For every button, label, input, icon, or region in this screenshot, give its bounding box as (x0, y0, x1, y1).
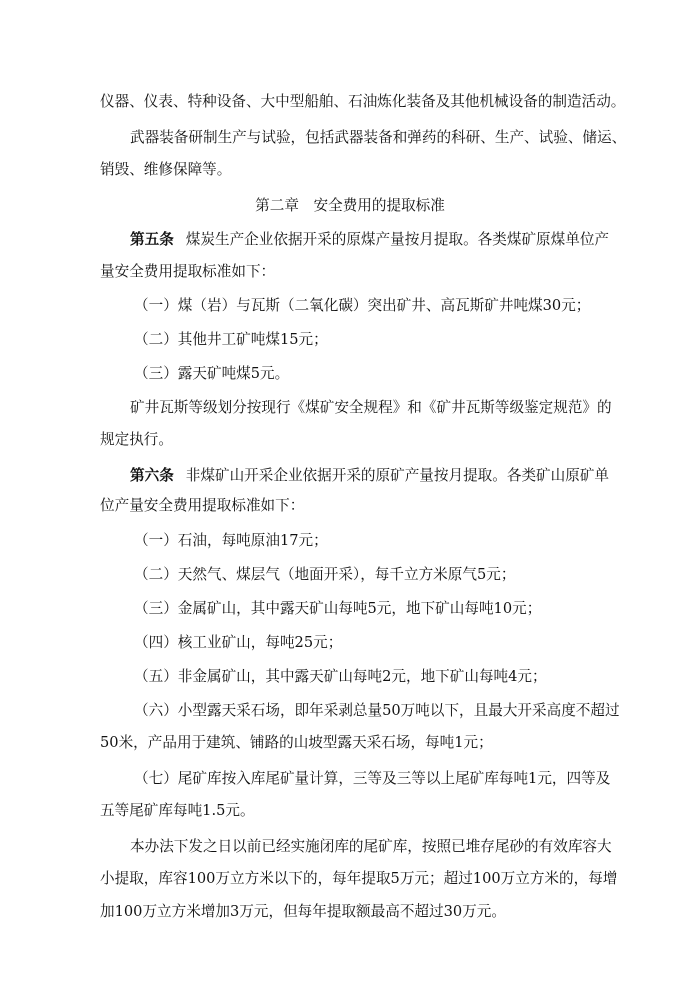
article-number: 第五条 (130, 231, 174, 248)
list-item: （三）金属矿山，其中露天矿山每吨5元，地下矿山每吨10元； (134, 600, 542, 617)
paragraph-line: 50米，产品用于建筑、铺路的山坡型露天采石场，每吨1元； (100, 734, 493, 751)
article-text: 煤炭生产企业依据开采的原煤产量按月提取。各类煤矿原煤单位产 (185, 231, 610, 248)
article-first-line (130, 230, 609, 250)
paragraph-line: 位产量安全费用提取标准如下： (100, 497, 305, 514)
chapter-title: 第二章 安全费用的提取标准 (255, 197, 445, 214)
paragraph-line: 加100万立方米增加3万元，但每年提取额最高不超过30万元。 (100, 903, 506, 920)
list-item: （三）露天矿吨煤5元。 (134, 365, 290, 382)
list-item: （二）其他井工矿吨煤15元； (134, 331, 328, 348)
paragraph-line: 销毁、维修保障等。 (100, 161, 232, 178)
list-item: （七）尾矿库按入库尾矿量计算，三等及三等以上尾矿库每吨1元，四等及 (134, 770, 611, 787)
paragraph-line: 本办法下发之日以前已经实施闭库的尾矿库，按照已堆存尾砂的有效库容大 (130, 838, 612, 855)
paragraph-line: 矿井瓦斯等级划分按现行《煤矿安全规程》和《矿井瓦斯等级鉴定规范》的 (130, 399, 612, 416)
paragraph-line: 量安全费用提取标准如下： (100, 263, 276, 280)
list-item: （五）非金属矿山，其中露天矿山每吨2元，地下矿山每吨4元； (134, 668, 547, 685)
paragraph-line: 小提取，库容100万立方米以下的，每年提取5万元；超过100万立方米的，每增 (100, 870, 618, 887)
list-item: （一）石油，每吨原油17元； (134, 532, 328, 549)
list-item: （一）煤（岩）与瓦斯（二氧化碳）突出矿井、高瓦斯矿井吨煤30元； (134, 297, 591, 314)
paragraph-line: 规定执行。 (100, 431, 173, 448)
paragraph-line: 五等尾矿库每吨1.5元。 (100, 802, 255, 819)
article-number: 第六条 (130, 467, 174, 484)
article-first-line (130, 466, 609, 486)
list-item: （六）小型露天采石场，即年采剥总量50万吨以下，且最大开采高度不超过 (134, 702, 620, 719)
article-text: 非煤矿山开采企业依据开采的原矿产量按月提取。各类矿山原矿单 (185, 467, 610, 484)
paragraph-line: 武器装备研制生产与试验，包括武器装备和弹药的科研、生产、试验、储运、 (130, 129, 627, 146)
list-item: （四）核工业矿山，每吨25元； (134, 634, 343, 651)
paragraph-line: 仪器、仪表、特种设备、大中型船舶、石油炼化装备及其他机械设备的制造活动。 (100, 93, 626, 110)
list-item: （二）天然气、煤层气（地面开采），每千立方米原气5元； (134, 566, 516, 583)
